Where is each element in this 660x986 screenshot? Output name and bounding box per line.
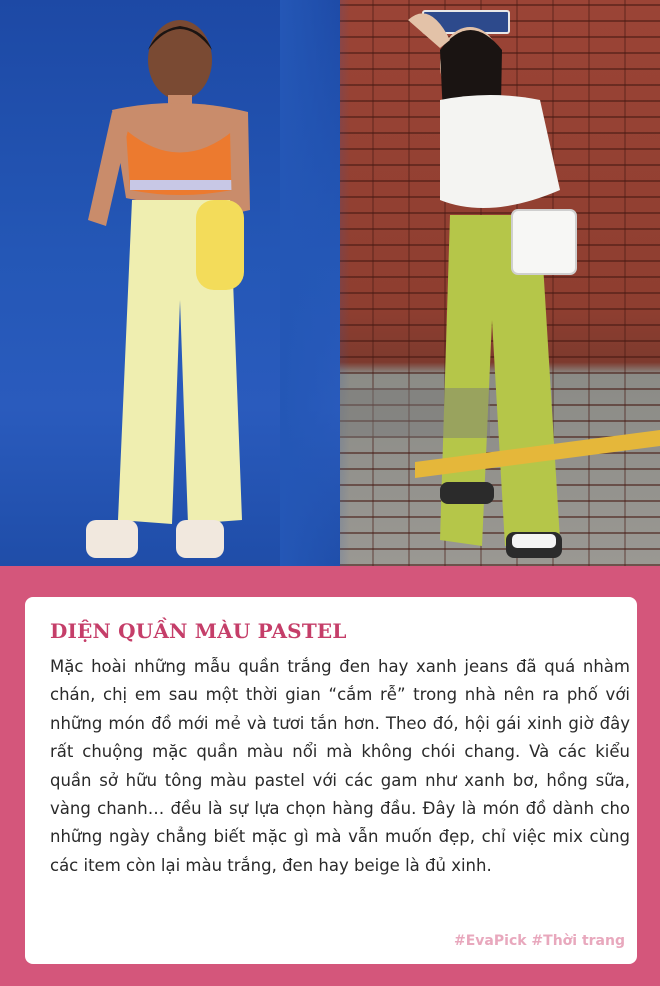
card-body-text: Mặc hoài những mẫu quần trắng đen hay xanh jeans đã quá nhàm chán, chị em sau một thời gian “cắm rễ” trong nhà nên ra phố với những món đồ mới mẻ và tươi tắn hơn. Theo đó, hội gái xinh giờ đây rất chuộng mặc quần màu nổi mà không chói chang. Và các kiểu quần sở hữu tông màu pastel với các gam như xanh bơ, hồng sữa, vàng chanh… đều là sự lựa chọn hàng đầu. Đây là món đồ dành cho những ngày chẳng biết mặc gì mà vẫn muốn đẹp, chỉ việc mix cùng các item còn lại màu trắng, đen hay beige là đủ xinh. <box>50 657 630 875</box>
card-title: DIỆN QUẦN MÀU PASTEL <box>50 619 347 643</box>
left-model <box>86 20 250 558</box>
hashtags: #EvaPick #Thời trang <box>454 933 625 949</box>
drain-grate <box>340 388 490 438</box>
right-model <box>408 13 576 558</box>
info-card <box>25 597 637 964</box>
